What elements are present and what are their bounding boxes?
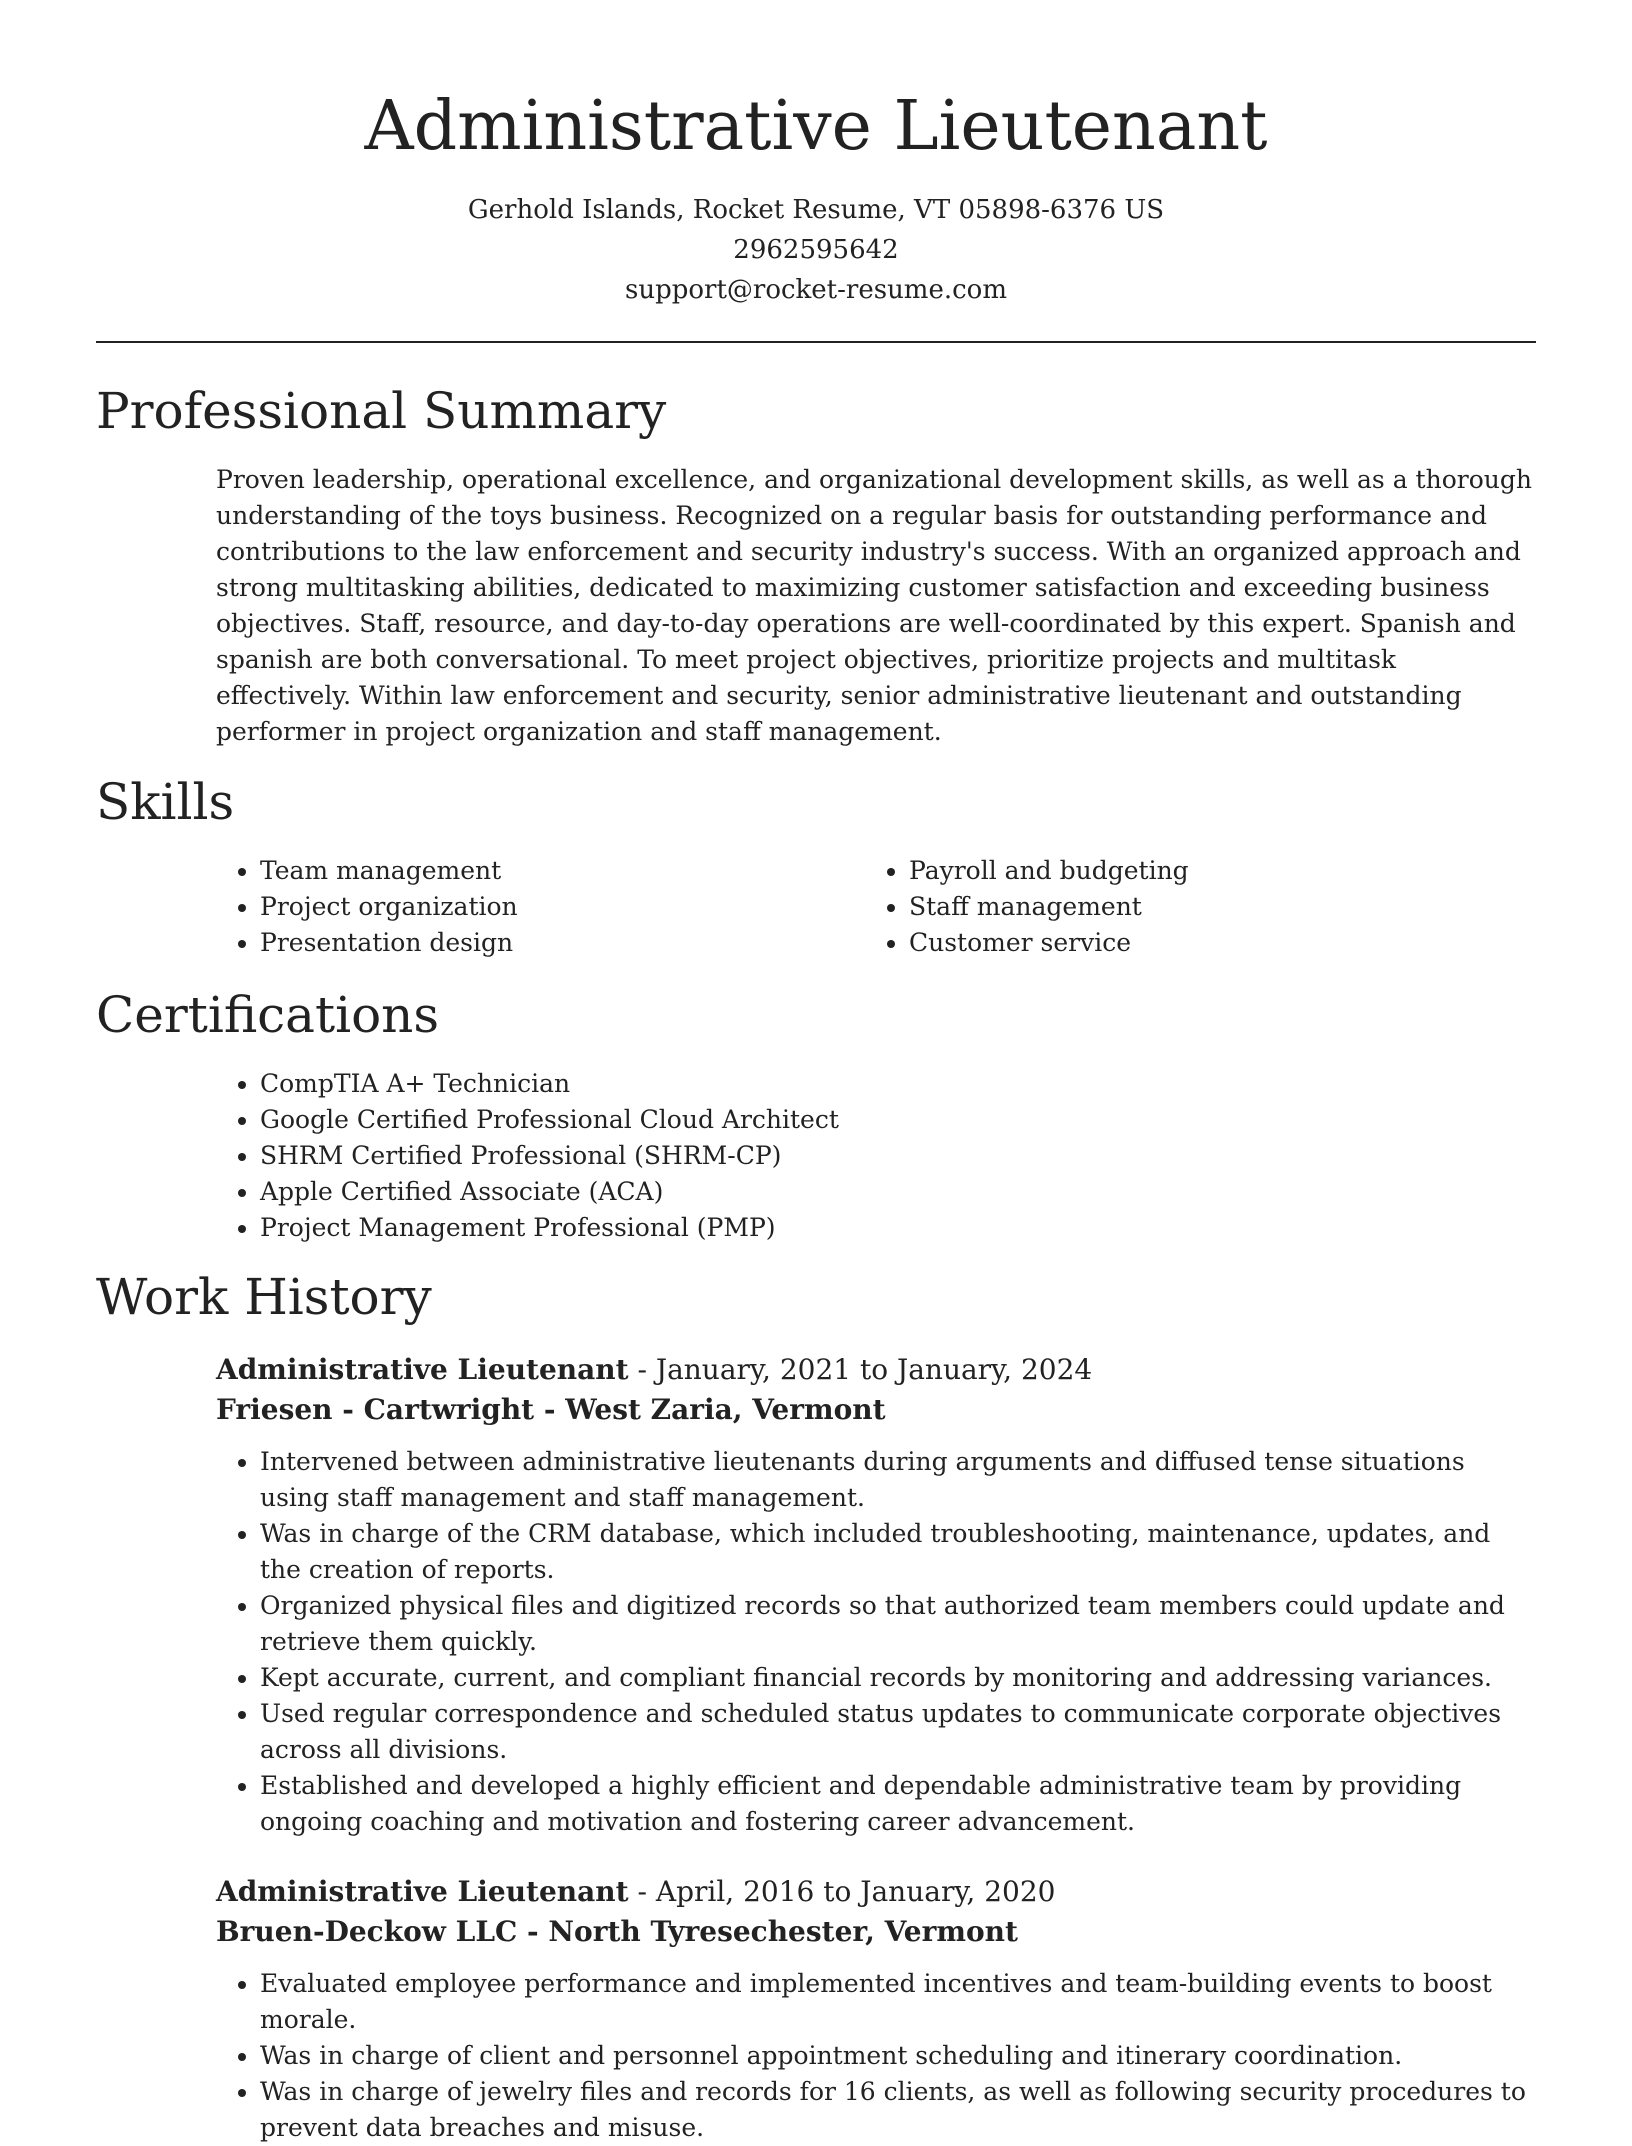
- job-bullet: • Established and developed a highly efficient and dependable administrative team by providing ongoing coaching and motivation and fostering career advancement.: [260, 1768, 1538, 1840]
- contact-block: [0, 190, 1632, 310]
- skill-item: • Customer service: [909, 925, 1485, 961]
- certification-item: • Google Certified Professional Cloud Architect: [260, 1102, 1416, 1138]
- certification-item: • CompTIA A+ Technician: [260, 1066, 1416, 1102]
- phone: 2962595642: [733, 235, 899, 265]
- job-bullets: [216, 1444, 1538, 1840]
- skills-column-left: [216, 853, 836, 961]
- job-bullet: • Organized physical files and digitized records so that authorized team members could update and retrieve them quickly.: [260, 1588, 1538, 1660]
- summary-text: Proven leadership, operational excellence, and organizational development skills, as well as a thorough understanding of the toys business. Recognized on a regular basis for outstanding performance and contributions to the law enforcement and security industry's success. With an organized approach and strong multitasking abilities, dedicated to maximizing customer satisfaction and exceeding business objectives. Staff, resource, and day-to-day operations are well-coordinated by this expert. Spanish and spanish are both conversational. To meet project objectives, prioritize projects and multitask effectively. Within law enforcement and security, senior administrative lieutenant and outstanding performer in project organization and staff management.: [216, 465, 1532, 746]
- job-bullet: • Evaluated employee performance and implemented incentives and team-building events to boost morale.: [260, 1966, 1538, 2038]
- job-bullet: • Intervened between administrative lieutenants during arguments and diffused tense situations using staff management and staff management.: [260, 1444, 1538, 1516]
- job-title-line: [216, 1872, 1538, 1912]
- job-entry: [216, 1350, 1538, 1840]
- work-history-heading: Work History: [96, 1268, 432, 1326]
- job-bullet: • Was in charge of jewelry files and records for 16 clients, as well as following security procedures to prevent data breaches and misuse.: [260, 2074, 1538, 2146]
- job-bullet: • Used regular correspondence and scheduled status updates to communicate corporate objectives across all divisions.: [260, 1696, 1538, 1768]
- job-role: Administrative Lieutenant: [216, 1353, 629, 1386]
- candidate-name: Administrative Lieutenant: [364, 87, 1268, 166]
- job-role: Administrative Lieutenant: [216, 1875, 629, 1908]
- skills-heading: Skills: [96, 773, 235, 831]
- job-bullet: • Kept accurate, current, and compliant financial records by monitoring and addressing variances.: [260, 1660, 1538, 1696]
- certification-item: • Apple Certified Associate (ACA): [260, 1174, 1416, 1210]
- skill-item: • Payroll and budgeting: [909, 853, 1485, 889]
- skill-item: • Presentation design: [260, 925, 836, 961]
- certification-item: • Project Management Professional (PMP): [260, 1210, 1416, 1246]
- header-divider: [96, 341, 1536, 343]
- skill-item: • Team management: [260, 853, 836, 889]
- email: support@rocket-resume.com: [624, 275, 1007, 305]
- skill-item: • Staff management: [909, 889, 1485, 925]
- resume-header: [0, 0, 1632, 310]
- job-bullets: [216, 1966, 1538, 2146]
- job-company: Bruen-Deckow LLC - North Tyresechester, Vermont: [216, 1915, 1018, 1948]
- job-dates: - April, 2016 to January, 2020: [628, 1875, 1056, 1908]
- job-title-line: [216, 1350, 1538, 1390]
- job-bullet: • Was in charge of the CRM database, which included troubleshooting, maintenance, updates, and the creation of reports.: [260, 1516, 1538, 1588]
- skill-item: • Project organization: [260, 889, 836, 925]
- certification-item: • SHRM Certified Professional (SHRM-CP): [260, 1138, 1416, 1174]
- skills-column-right: [865, 853, 1485, 961]
- address: Gerhold Islands, Rocket Resume, VT 05898-6376 US: [467, 195, 1165, 225]
- job-dates: - January, 2021 to January, 2024: [628, 1353, 1093, 1386]
- certifications-heading: Certifications: [96, 986, 440, 1044]
- certifications-list: [216, 1066, 1416, 1246]
- job-company: Friesen - Cartwright - West Zaria, Vermont: [216, 1393, 886, 1426]
- job-entry: [216, 1872, 1538, 2146]
- summary-heading: Professional Summary: [96, 382, 667, 440]
- job-bullet: • Was in charge of client and personnel appointment scheduling and itinerary coordination.: [260, 2038, 1538, 2074]
